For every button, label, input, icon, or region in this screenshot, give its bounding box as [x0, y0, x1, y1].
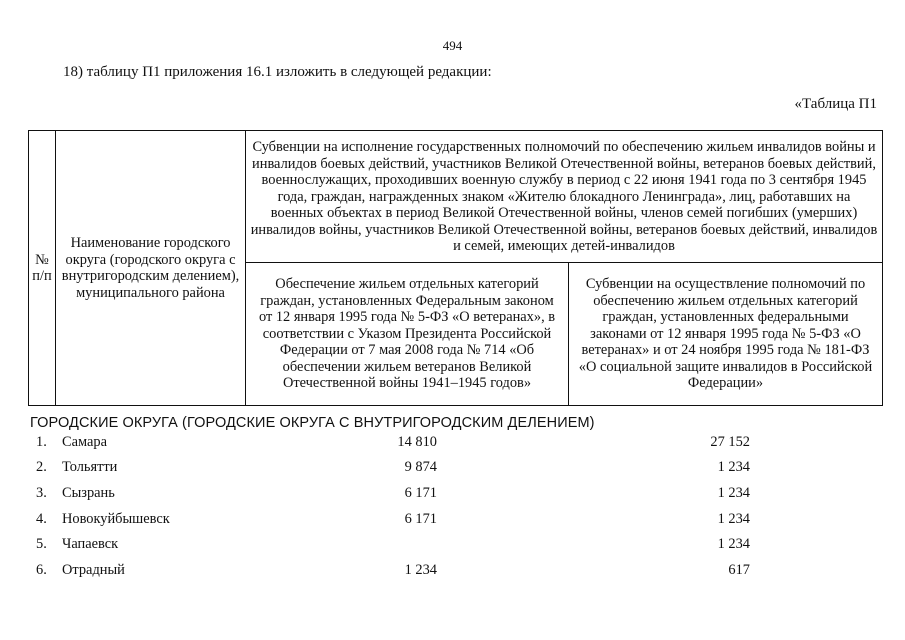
table-caption: «Таблица П1 [794, 96, 877, 112]
table-row [0, 459, 905, 479]
row-index: 5. [36, 536, 47, 552]
row-index: 3. [36, 485, 47, 501]
header-col1-cell [246, 263, 569, 406]
table-row [0, 562, 905, 582]
row-value-col2: 1 234 [717, 459, 750, 475]
row-index: 1. [36, 434, 47, 450]
row-value-col1: 1 234 [404, 562, 437, 578]
header-num-cell [29, 131, 56, 406]
row-value-col1: 6 171 [404, 511, 437, 527]
row-value-col1: 9 874 [404, 459, 437, 475]
header-col1-label: Обеспечение жильем отдельных категорий граждан, установленных Федеральным законом от 12 января 1995 года № 5-ФЗ «О ветеранах», в соответствии с Указом Президента Российской Федерации от 7 мая 2008 года № 714 «Об обеспечении жильем ветеранов Великой Отечественной войны 1941–1945 годов» [258, 276, 556, 392]
intro-text: 18) таблицу П1 приложения 16.1 изложить в следующей редакции: [63, 64, 492, 80]
row-name: Чапаевск [62, 536, 119, 552]
table-row [0, 536, 905, 556]
row-value-col1: 6 171 [404, 485, 437, 501]
section-title: ГОРОДСКИЕ ОКРУГА (ГОРОДСКИЕ ОКРУГА С ВНУТРИГОРОДСКИМ ДЕЛЕНИЕМ) [30, 415, 595, 431]
row-name: Сызрань [62, 485, 115, 501]
row-name: Самара [62, 434, 107, 450]
row-index: 4. [36, 511, 47, 527]
row-name: Отрадный [62, 562, 125, 578]
row-name: Новокуйбышевск [62, 511, 170, 527]
header-col2-cell [569, 263, 883, 406]
row-index: 6. [36, 562, 47, 578]
table-row [0, 485, 905, 505]
header-name-label: Наименование городского округа (городского округа с внутригородским делением), муниципального района [61, 235, 240, 301]
header-subvention-cell [246, 131, 883, 263]
header-num-label: № п/п [32, 251, 52, 284]
header-col2-label: Субвенции на осуществление полномочий по обеспечению жильем отдельных категорий граждан, установленных федеральными законами от 12 января 1995 года № 5-ФЗ «О ветеранах» и от 24 ноября 1995 года № 181-ФЗ «О социальной защите инвалидов в Российской Федерации» [578, 276, 873, 392]
row-value-col1: 14 810 [397, 434, 437, 450]
header-name-cell [56, 131, 246, 406]
row-value-col2: 1 234 [717, 485, 750, 501]
row-name: Тольятти [62, 459, 118, 475]
row-value-col2: 1 234 [717, 511, 750, 527]
row-value-col2: 27 152 [710, 434, 750, 450]
row-value-col2: 617 [728, 562, 750, 578]
row-index: 2. [36, 459, 47, 475]
page-number: 494 [442, 38, 463, 53]
table-row [0, 434, 905, 454]
header-subvention-title: Субвенции на исполнение государственных полномочий по обеспечению жильем инвалидов войны и инвалидов боевых действий, участников Великой Отечественной войны, ветеранов боевых действий, военнослужащих, проходивших военную службу в период с 22 июня 1941 года по 3 сентября 1945 года, граждан, награжденных знаком «Жителю блокадного Ленинграда», лиц, работавших на военных объектах в период Великой Отечественной войны, членов семей погибших (умерших) инвалидов войны, участников Великой Отечественной войны, ветеранов боевых действий, инвалидов и семей, имеющих детей-инвалидов [250, 139, 878, 255]
table-row [0, 511, 905, 531]
table-header [28, 130, 883, 406]
row-value-col2: 1 234 [717, 536, 750, 552]
